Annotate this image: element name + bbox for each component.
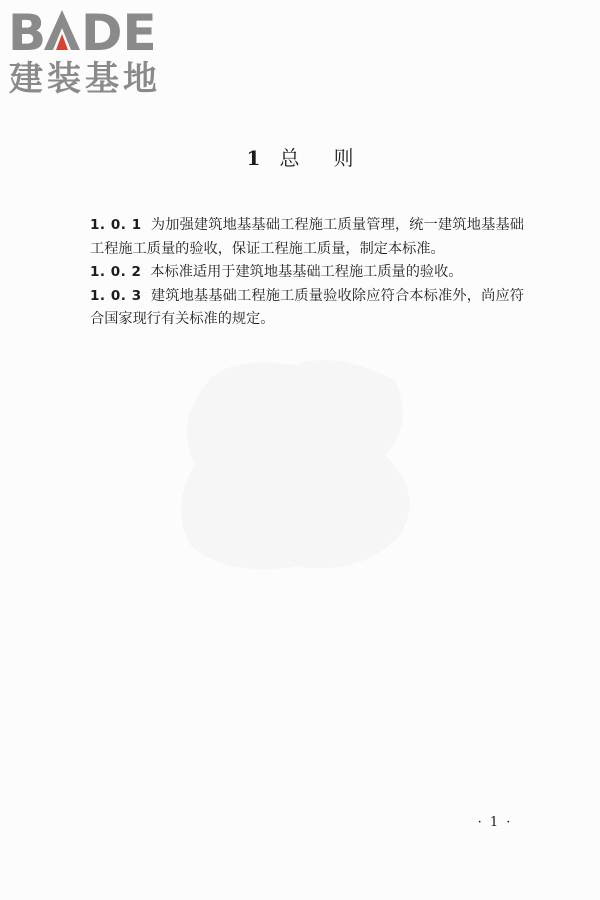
clause-list: [90, 214, 524, 332]
chapter-number: 1: [246, 146, 262, 170]
chapter-title-char-2: 则: [333, 146, 354, 170]
clause-number: 1. 0. 1: [90, 217, 142, 233]
logo-brand-de: DE: [81, 4, 157, 62]
chapter-title-char-1: 总: [279, 146, 334, 170]
logo-accent-a-icon: [44, 10, 80, 50]
logo-subtitle: 建装基地: [9, 59, 161, 96]
clause-text: 本标准适用于建筑地基基础工程施工质量的验收。: [150, 264, 463, 280]
clause-text: 为加强建筑地基基础工程施工质量管理，统一建筑地基基础工程施工质量的验收，保证工程施工质量，制定本标准。: [90, 217, 524, 257]
clause-number: 1. 0. 2: [90, 264, 142, 280]
clause-1-0-2: [90, 261, 524, 285]
chapter-heading: [0, 142, 600, 171]
clause-text: 建筑地基基础工程施工质量验收除应符合本标准外，尚应符合国家现行有关标准的规定。: [90, 287, 524, 327]
clause-1-0-1: [90, 214, 524, 261]
clause-number: 1. 0. 3: [90, 287, 142, 304]
logo-brand-b: B: [8, 4, 47, 62]
page-number: · 1 ·: [477, 815, 513, 830]
logo: [8, 4, 178, 96]
faint-watermark: [165, 345, 435, 580]
clause-1-0-3: [90, 285, 524, 332]
